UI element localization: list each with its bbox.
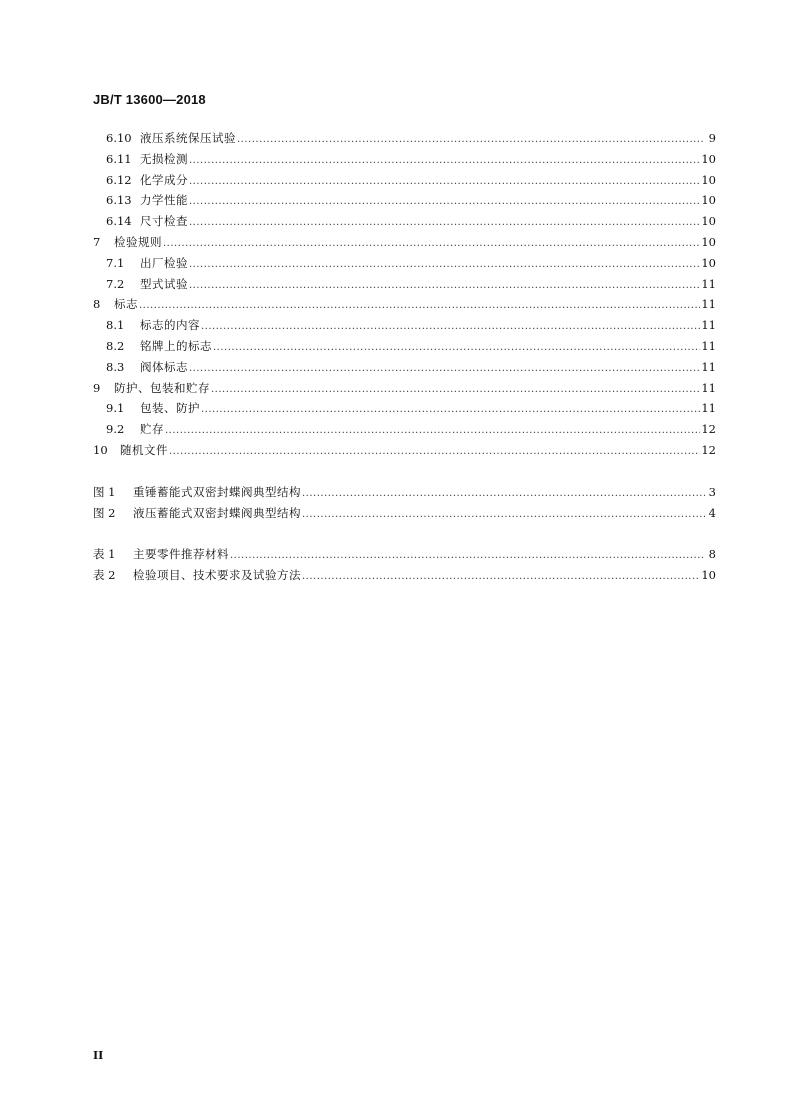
table-page: 10: [701, 568, 716, 583]
toc-entry[interactable]: [93, 315, 716, 336]
table-title: 主要零件推荐材料: [133, 547, 229, 562]
figure-number: 图 2: [93, 505, 116, 520]
figure-page: 3: [708, 484, 716, 499]
toc-entry-number: 6.12: [106, 172, 132, 187]
leader-dots: [302, 567, 700, 588]
toc-entry[interactable]: [93, 190, 716, 211]
table-of-contents: [93, 128, 716, 586]
leader-dots: [230, 546, 705, 567]
toc-entry-page: 11: [701, 359, 716, 374]
leader-dots: [189, 359, 700, 380]
toc-entry-number: 6.14: [106, 214, 132, 229]
toc-entry-page: 11: [701, 318, 716, 333]
toc-entry[interactable]: [93, 232, 716, 253]
toc-entry-page: 12: [701, 442, 716, 457]
toc-entry-number: 8.2: [106, 338, 125, 353]
toc-entry-page: 10: [701, 234, 716, 249]
toc-entry-page: 10: [701, 214, 716, 229]
leader-dots: [163, 234, 700, 255]
leader-dots: [302, 484, 705, 505]
toc-entry-number: 6.13: [106, 193, 132, 208]
toc-entry-page: 10: [701, 255, 716, 270]
toc-entry-page: 10: [701, 151, 716, 166]
spacer: [93, 461, 716, 482]
toc-entry[interactable]: [93, 128, 716, 149]
leader-dots: [213, 338, 700, 359]
figure-page: 4: [708, 505, 716, 520]
figure-title: 液压蓄能式双密封蝶阀典型结构: [133, 505, 301, 520]
figure-entry[interactable]: [93, 503, 716, 524]
leader-dots: [139, 296, 700, 317]
toc-entry-number: 6.11: [106, 151, 132, 166]
toc-entry-number: 9: [93, 380, 101, 395]
toc-entry[interactable]: [93, 253, 716, 274]
toc-entry-title: 化学成分: [140, 172, 188, 187]
leader-dots: [211, 380, 700, 401]
toc-entry-title: 贮存: [140, 422, 164, 437]
leader-dots: [169, 442, 700, 463]
leader-dots: [201, 400, 700, 421]
toc-entry-title: 阀体标志: [140, 359, 188, 374]
toc-entry-title: 液压系统保压试验: [140, 131, 236, 145]
toc-entry-title: 标志的内容: [140, 318, 200, 333]
toc-entry-page: 11: [701, 276, 716, 291]
toc-entry-title: 随机文件: [120, 442, 168, 457]
toc-entry[interactable]: [93, 357, 716, 378]
toc-entry-page: 12: [701, 422, 716, 437]
table-entry[interactable]: [93, 544, 716, 565]
toc-entry-title: 防护、包装和贮存: [114, 380, 210, 395]
toc-entry-page: 10: [701, 172, 716, 187]
toc-entry[interactable]: [93, 419, 716, 440]
toc-entry[interactable]: [93, 378, 716, 399]
leader-dots: [189, 192, 700, 213]
toc-entry-number: 8: [93, 297, 101, 312]
figure-entry[interactable]: [93, 482, 716, 503]
figure-title: 重锤蓄能式双密封蝶阀典型结构: [133, 484, 301, 499]
table-page: 8: [708, 547, 716, 562]
figure-number: 图 1: [93, 484, 116, 499]
leader-dots: [165, 421, 700, 442]
toc-entry-title: 检验规则: [114, 234, 162, 249]
toc-entry[interactable]: [93, 398, 716, 419]
toc-entry-title: 无损检测: [140, 151, 188, 166]
toc-entry[interactable]: [93, 211, 716, 232]
toc-entry-number: 8.3: [106, 359, 125, 374]
toc-entry-page: 11: [701, 297, 716, 312]
toc-entry[interactable]: [93, 440, 716, 461]
leader-dots: [189, 172, 700, 193]
toc-entry[interactable]: [93, 170, 716, 191]
toc-entry[interactable]: [93, 336, 716, 357]
toc-entry-number: 9.2: [106, 422, 125, 437]
toc-entry[interactable]: [93, 294, 716, 315]
toc-entry-page: 11: [701, 338, 716, 353]
leader-dots: [201, 317, 700, 338]
table-number: 表 2: [93, 568, 116, 583]
leader-dots: [189, 255, 700, 276]
toc-entry-page: 11: [701, 380, 716, 395]
toc-entry-title: 力学性能: [140, 193, 188, 208]
leader-dots: [237, 130, 705, 151]
toc-entry-number: 7.1: [106, 255, 125, 270]
toc-entry-number: 8.1: [106, 318, 125, 333]
spacer: [93, 523, 716, 544]
leader-dots: [189, 151, 700, 172]
leader-dots: [302, 505, 705, 526]
table-number: 表 1: [93, 547, 116, 562]
table-title: 检验项目、技术要求及试验方法: [133, 568, 301, 583]
page-number: II: [93, 1049, 104, 1062]
toc-entry-title: 铭牌上的标志: [140, 338, 212, 353]
toc-entry-title: 型式试验: [140, 276, 188, 291]
toc-entry-number: 7: [93, 234, 101, 249]
toc-entry-page: 10: [701, 193, 716, 208]
standard-code: JB/T 13600—2018: [93, 92, 206, 107]
leader-dots: [189, 213, 700, 234]
toc-entry[interactable]: [93, 274, 716, 295]
table-entry[interactable]: [93, 565, 716, 586]
toc-entry-number: 10: [93, 442, 108, 457]
toc-entry-number: 7.2: [106, 276, 125, 291]
toc-entry-title: 尺寸检查: [140, 214, 188, 229]
toc-entry-page: 9: [708, 131, 716, 145]
toc-entry-title: 包装、防护: [140, 401, 200, 416]
toc-entry-number: 9.1: [106, 401, 125, 416]
leader-dots: [189, 276, 700, 297]
toc-entry[interactable]: [93, 149, 716, 170]
toc-entry-title: 出厂检验: [140, 255, 188, 270]
toc-entry-number: 6.10: [106, 131, 132, 145]
toc-entry-page: 11: [701, 401, 716, 416]
toc-entry-title: 标志: [114, 297, 138, 312]
